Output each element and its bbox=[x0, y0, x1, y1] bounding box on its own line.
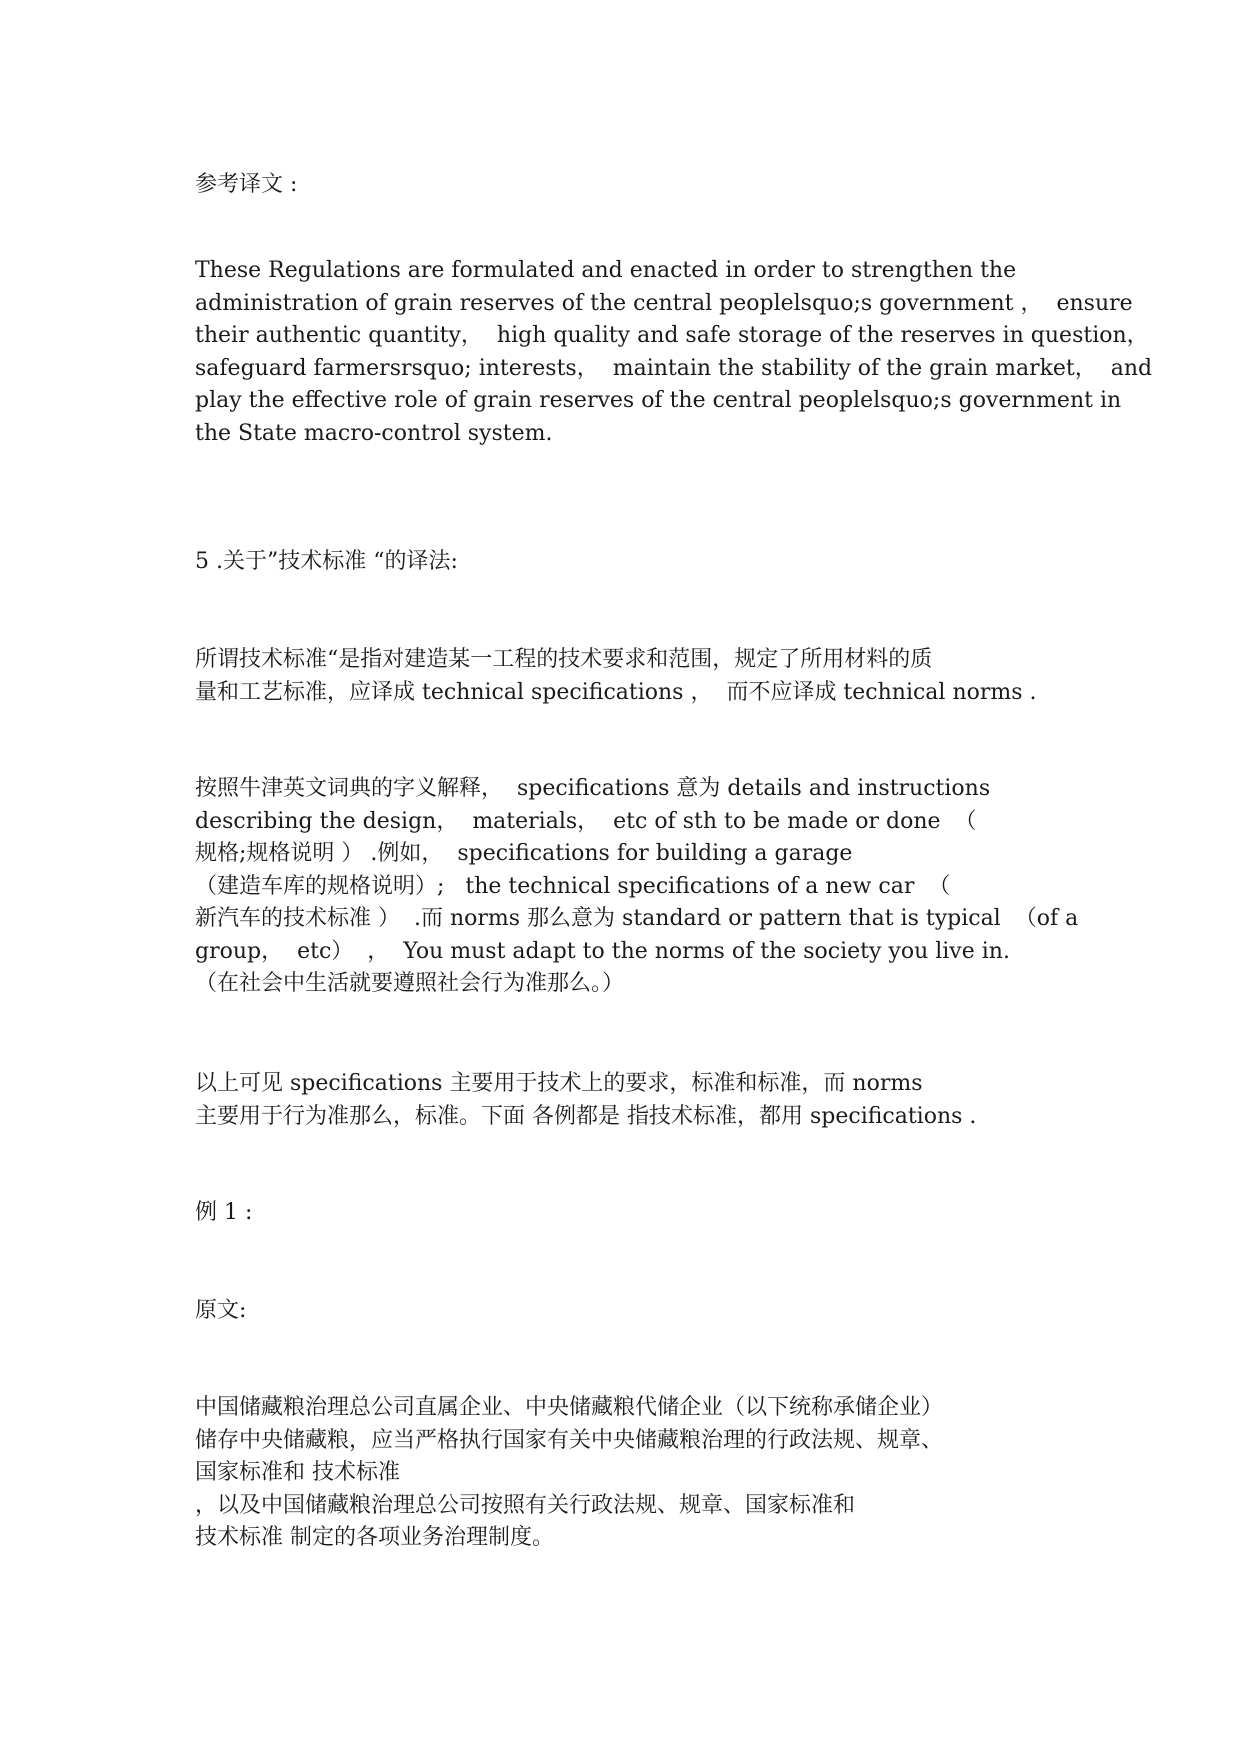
paragraph-line: These Regulations are formulated and enacted in order to strengthen the bbox=[195, 258, 1017, 283]
paragraph-line: ，以及中国储藏粮治理总公司按照有关行政法规、规章、国家标准和 bbox=[195, 1492, 856, 1518]
heading-text: 参考译文 : bbox=[195, 172, 298, 197]
example-1-label bbox=[195, 1197, 1055, 1230]
english-translation-paragraph bbox=[195, 255, 1153, 450]
paragraph-line: 新汽车的技术标准 ） .而 norms 那么意为 standard or pattern that is typical （of a bbox=[195, 906, 1079, 931]
paragraph-line: 规格;规格说明 ） .例如， specifications for building a garage bbox=[195, 841, 853, 866]
reference-translation-heading bbox=[195, 169, 1055, 202]
paragraph-line: 国家标准和 技术标准 bbox=[195, 1460, 400, 1485]
definition-paragraph bbox=[195, 644, 1055, 709]
paragraph-line: the State macro-control system. bbox=[195, 420, 553, 446]
paragraph-line: 所谓技术标准“是指对建造某一工程的技术要求和范围，规定了所用材料的质 bbox=[195, 647, 933, 672]
original-text-paragraph bbox=[195, 1392, 1055, 1555]
oxford-definition-paragraph bbox=[195, 773, 1079, 1001]
heading-text: 5 .关于”技术标准 “的译法: bbox=[195, 549, 458, 574]
paragraph-line: 以上可见 specifications 主要用于技术上的要求，标准和标准，而 norms bbox=[195, 1071, 923, 1096]
paragraph-line: 技术标准 制定的各项业务治理制度。 bbox=[195, 1525, 554, 1550]
paragraph-line: （在社会中生活就要遵照社会行为准那么。） bbox=[195, 971, 625, 996]
paragraph-line: play the effective role of grain reserves of the central peoplelsquo;s government in bbox=[195, 388, 1122, 413]
paragraph-line: （建造车库的规格说明）; the technical specifications of a new car （ bbox=[195, 873, 951, 899]
label-text: 原文: bbox=[195, 1298, 247, 1323]
paragraph-line: group， etc） ， You must adapt to the norms of the society you live in. bbox=[195, 938, 1010, 964]
paragraph-line: 主要用于行为准那么，标准。下面 各例都是 指技术标准，都用 specifications . bbox=[195, 1103, 977, 1129]
original-text-label bbox=[195, 1295, 1055, 1328]
paragraph-line: 中国储藏粮治理总公司直属企业、中央储藏粮代储企业（以下统称承储企业） bbox=[195, 1395, 944, 1420]
paragraph-line: 按照牛津英文词典的字义解释， specifications 意为 details and instructions bbox=[195, 776, 991, 801]
section-5-heading bbox=[195, 546, 1055, 579]
paragraph-line: their authentic quantity， high quality and safe storage of the reserves in question， bbox=[195, 323, 1149, 348]
paragraph-line: describing the design， materials， etc of sth to be made or done （ bbox=[195, 808, 977, 834]
paragraph-line: 储存中央储藏粮，应当严格执行国家有关中央储藏粮治理的行政法规、规章、 bbox=[195, 1427, 944, 1453]
label-text: 例 1 : bbox=[195, 1200, 253, 1225]
paragraph-line: administration of grain reserves of the central peoplelsquo;s government ， ensure bbox=[195, 290, 1133, 316]
paragraph-line: 量和工艺标准，应译成 technical specifications ， 而不应译成 technical norms . bbox=[195, 679, 1037, 705]
summary-paragraph bbox=[195, 1068, 1055, 1133]
paragraph-line: safeguard farmersrsquo; interests， maintain the stability of the grain market， and bbox=[195, 355, 1153, 381]
